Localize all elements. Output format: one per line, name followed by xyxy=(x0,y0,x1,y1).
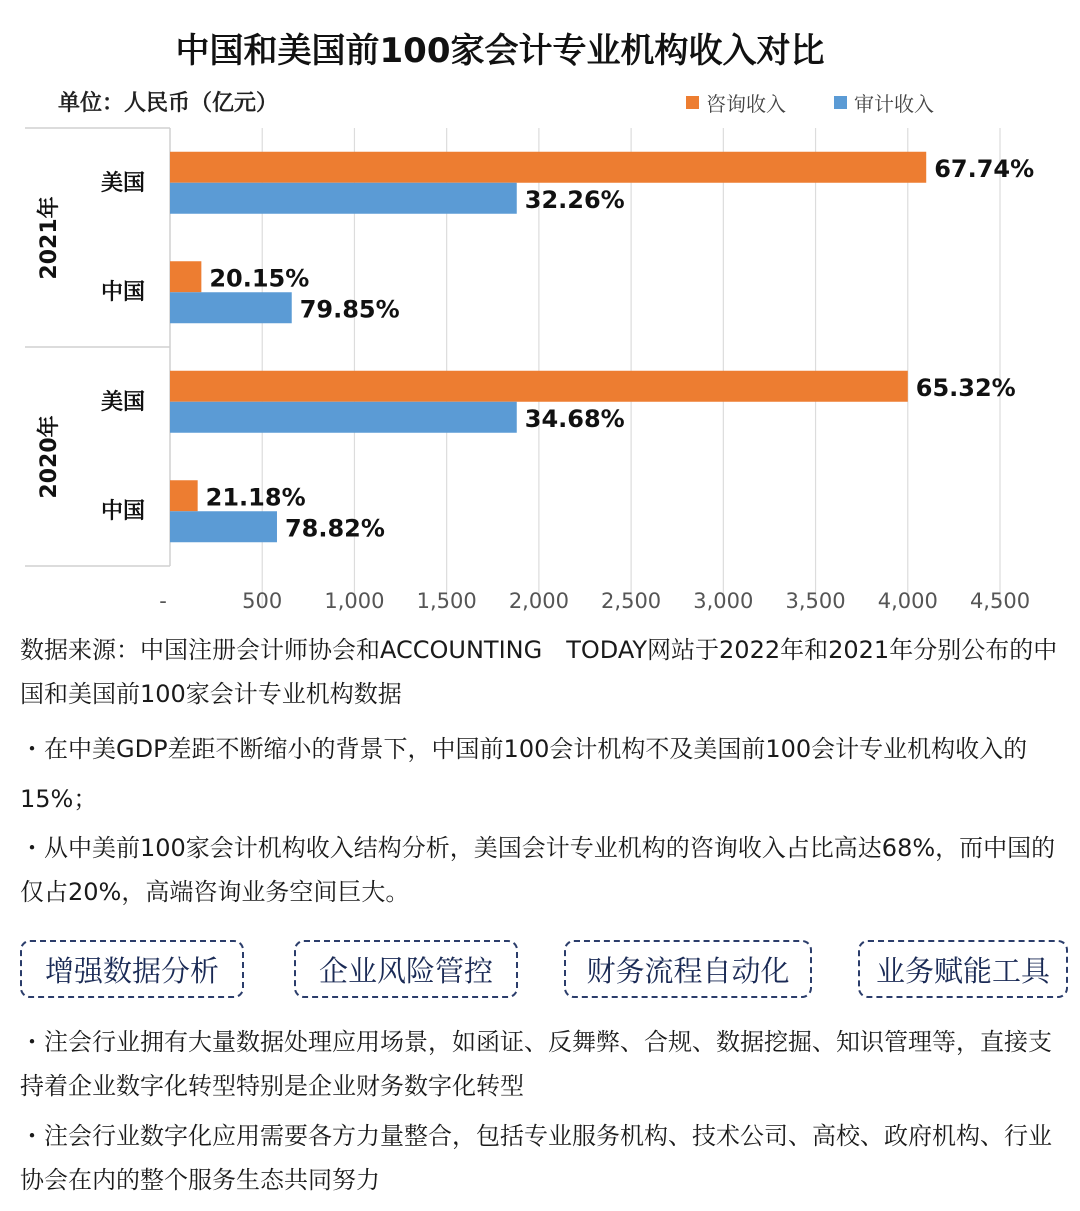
data-label-2020-china-consulting: 21.18% xyxy=(205,483,306,512)
legend-swatch-audit xyxy=(834,96,847,109)
bullet-gdp-gap: ・在中美GDP差距不断缩小的背景下，中国前100会计机构不及美国前100会计专业机构收入的15%； xyxy=(20,735,1028,813)
chart-title: 中国和美国前100家会计专业机构收入对比 xyxy=(175,31,825,71)
x-tick-label: 1,000 xyxy=(324,589,385,613)
bar-2021-china-audit xyxy=(170,292,292,323)
x-tick-label: 3,000 xyxy=(693,589,754,613)
data-label-2020-china-audit: 78.82% xyxy=(284,514,385,543)
bar-2020-china-audit xyxy=(170,511,277,542)
legend-swatch-consulting xyxy=(686,96,699,109)
x-tick-label: 3,500 xyxy=(785,589,846,613)
data-source-note: 数据来源：中国注册会计师协会和ACCOUNTING TODAY网站于2022年和2021年分别公布的中国和美国前100家会计专业机构数据 xyxy=(20,636,1058,708)
tag-business-enablement: 业务赋能工具 xyxy=(858,940,1068,998)
data-label-2021-usa-audit: 32.26% xyxy=(524,185,625,214)
bar-2020-usa-consulting xyxy=(170,371,908,402)
tag-risk-control: 企业风险管控 xyxy=(294,940,518,998)
bar-2020-china-consulting xyxy=(170,480,198,511)
data-label-2020-usa-consulting: 65.32% xyxy=(915,373,1016,402)
category-label-2021-usa: 美国 xyxy=(100,171,145,196)
year-label-2020: 2020年 xyxy=(37,415,62,499)
data-label-2020-usa-audit: 34.68% xyxy=(524,404,625,433)
data-label-2021-usa-consulting: 67.74% xyxy=(934,154,1035,183)
x-tick-label: 2,500 xyxy=(601,589,662,613)
category-label-2020-usa: 美国 xyxy=(100,390,145,415)
year-label-2021: 2021年 xyxy=(37,196,62,280)
data-label-2021-china-audit: 79.85% xyxy=(299,295,400,324)
bars xyxy=(170,152,1034,543)
bar-2021-china-consulting xyxy=(170,261,201,292)
legend xyxy=(686,92,934,116)
group-separators xyxy=(25,128,170,566)
legend-label-audit: 审计收入 xyxy=(854,92,934,116)
bar-2021-usa-consulting xyxy=(170,152,926,183)
data-label-2021-china-consulting: 20.15% xyxy=(209,264,310,293)
x-tick-label: 2,000 xyxy=(508,589,569,613)
category-label-2021-china: 中国 xyxy=(100,280,145,305)
x-tick-label: 500 xyxy=(242,589,283,613)
bullet-ecosystem: ・注会行业数字化应用需要各方力量整合，包括专业服务机构、技术公司、高校、政府机构、行业协会在内的整个服务生态共同努力 xyxy=(20,1122,1052,1194)
x-axis-ticks xyxy=(159,589,1030,613)
bar-2020-usa-audit xyxy=(170,402,517,433)
legend-label-consulting: 咨询收入 xyxy=(706,92,786,116)
bar-2021-usa-audit xyxy=(170,183,517,214)
bullet-data-scenarios: ・注会行业拥有大量数据处理应用场景，如函证、反舞弊、合规、数据挖掘、知识管理等，直接支持着企业数字化转型特别是企业财务数字化转型 xyxy=(20,1028,1052,1100)
x-tick-label: 4,000 xyxy=(877,589,938,613)
unit-label: 单位：人民币（亿元） xyxy=(58,91,279,116)
x-tick-label: - xyxy=(159,589,167,613)
tag-process-automation: 财务流程自动化 xyxy=(564,940,812,998)
x-tick-label: 4,500 xyxy=(969,589,1031,613)
x-tick-label: 1,500 xyxy=(416,589,477,613)
category-label-2020-china: 中国 xyxy=(100,499,145,524)
tag-data-analysis: 增强数据分析 xyxy=(20,940,244,998)
bullet-revenue-structure: ・从中美前100家会计机构收入结构分析，美国会计专业机构的咨询收入占比高达68%，而中国的仅占20%，高端咨询业务空间巨大。 xyxy=(20,834,1056,906)
